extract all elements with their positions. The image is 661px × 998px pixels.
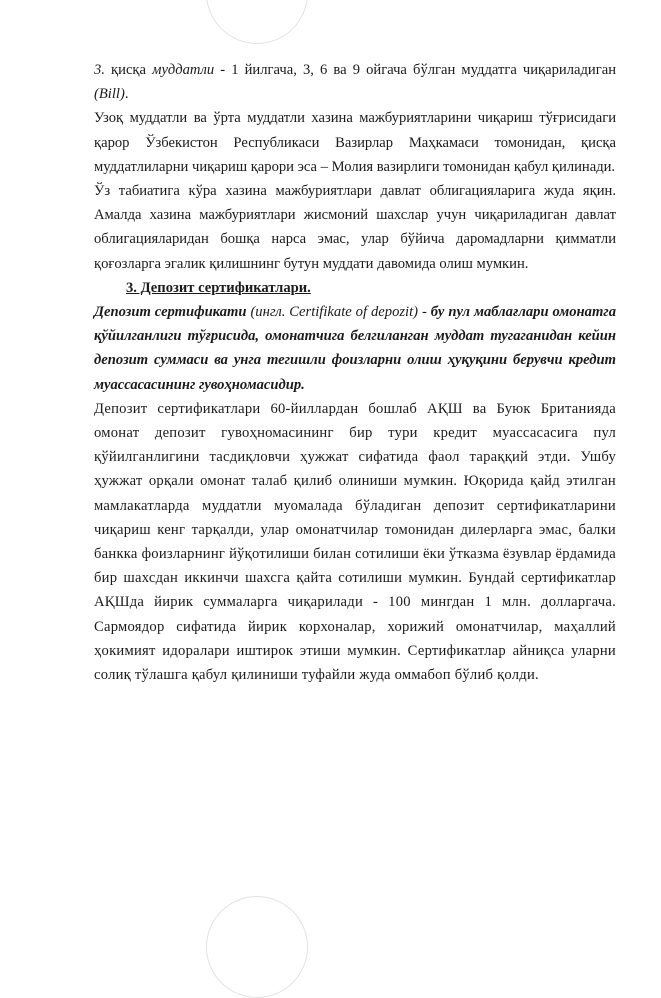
document-page [94, 58, 616, 687]
definition-english: (ингл. Certifikate of depozit) - [246, 304, 431, 321]
list-number: 3. [94, 62, 105, 78]
page-watermark-circle-top [206, 0, 308, 44]
definition-body: бу пул маблағлари омонатга қўйилганлиги тўғрисида, омонатчига белгиланган муддат тугаганидан кейин депозит суммаси ва унга тегишли фоизларни олиш ҳуқуқини берувчи кредит муассасасининг гувоҳномасидир. [94, 304, 616, 393]
definition-deposit-certificate [94, 300, 616, 397]
page-watermark-circle-bottom [206, 896, 308, 998]
text-fragment: қисқа [104, 62, 153, 78]
definition-term: Депозит сертификати [94, 304, 247, 321]
paragraph-treasury-nature: Ўз табиатига кўра хазина мажбуриятлари давлат облигацияларига жуда яқин. Амалда хазина мажбуриятлари жисмоний шахслар учун чиқариладиган давлат облигацияларидан бошқа нарса эмас, улар бўйича даромадларни қимматли қоғозларга эгалик қилишнинг бутун муддати давомида олиш мумкин. [94, 183, 616, 272]
text-fragment: - 1 йилгача, 3, 6 ва 9 ойгача бўлган муддатга чиқариладиган [214, 62, 617, 78]
text-fragment: . [124, 86, 129, 103]
paragraph-deposit-history: Депозит сертификатлари 60-йиллардан бошлаб АҚШ ва Буюк Британияда омонат депозит гувоҳномасининг бир тури кредит муассасасига пул қўйилганлигини тасдиқловчи ҳужжат сифатида фаол тарaққий этди. Ушбу ҳужжат орқали омонат талаб қилиб олиниши мумкин. Юқорида қайд этилган мамлакатларда муддатли муомалада бўладиган депозит сертификатларини чиқариш кенг тарқалди, улар омонатчилар томонидан дилерларга эмас, балки банкка фоизларнинг йўқотилиши билан сотилиши ёки ўтказма ёзувлар ёрдамида бир шахсдан иккинчи шахсга қайта сотилиши мумкин. Бундай сертификатлар АҚШда йирик суммаларга чиқарилади - 100 мингдан 1 млн. долларгача. Сармоядор сифатида йирик корхоналар, хорижий омонатчилар, маҳаллий ҳокимият идоралари иштирок этиши мумкин. Сертификатлар айниқса уларни солиқ тўлашга қабул қилиниши туфайли жуда оммабоп бўлиб қолди. [94, 400, 616, 684]
paragraph-issuance-decision: Узоқ муддатли ва ўрта муддатли хазина мажбуриятларини чиқариш тўғрисидаги қарор Ўзбекистон Республикаси Вазирлар Маҳкамаси томонидан, қисқа муддатлиларни чиқариш қарори эса – Молия вазирлиги томонидан қабул қилинади. [94, 110, 616, 175]
paragraph-short-term-bills [94, 58, 616, 106]
term-short-term: муддатли [152, 62, 215, 78]
term-bill: (Bill) [94, 86, 125, 103]
section-title-deposit-certificates: 3. Депозит сертификатлари. [126, 279, 311, 296]
